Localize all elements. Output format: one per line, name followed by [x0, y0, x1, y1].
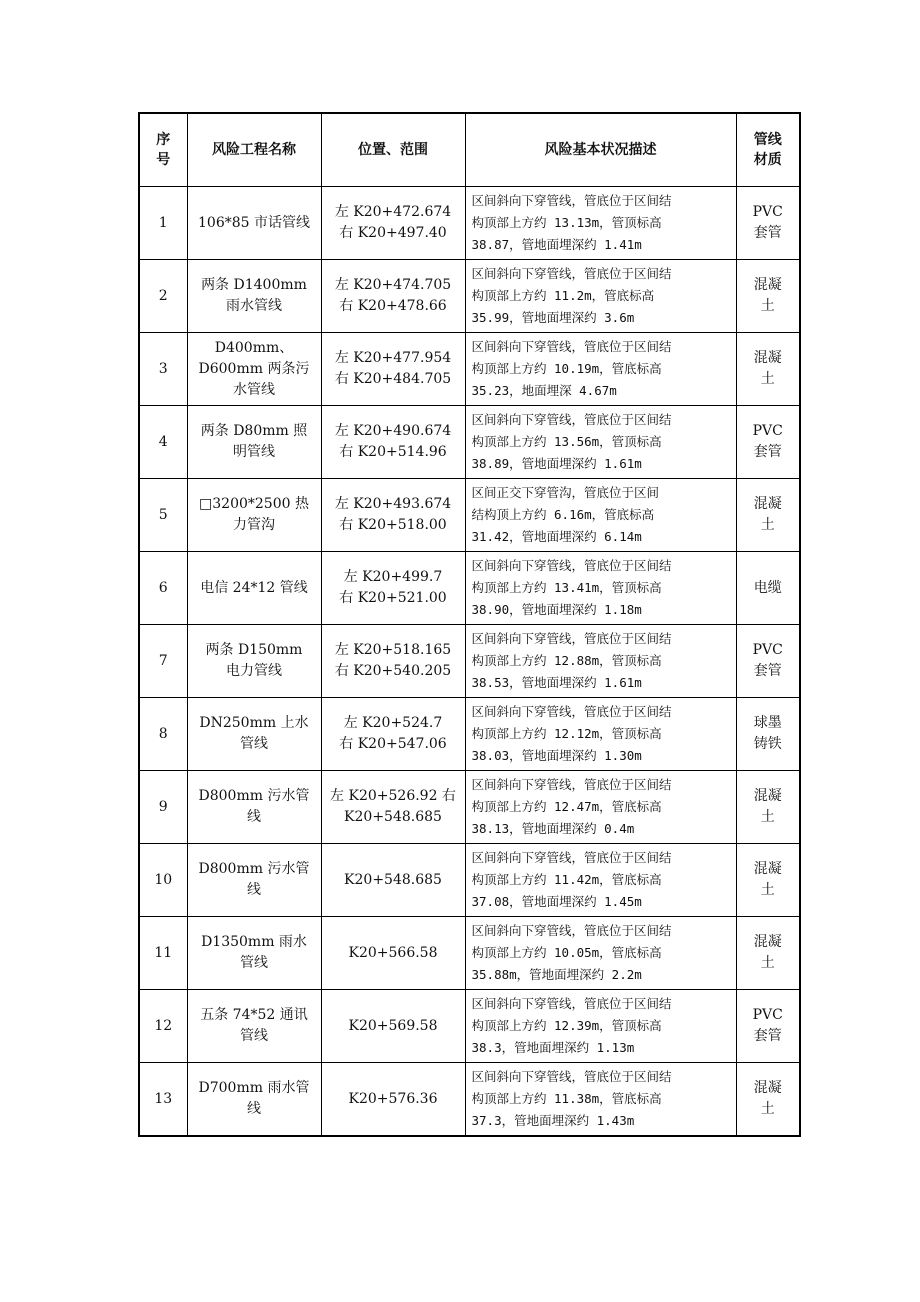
- cell-description-line: 构顶部上方约 11.2m，管底标高: [471, 288, 655, 303]
- table-row: [139, 333, 800, 406]
- cell-name-line: D700mm 雨水管: [198, 1080, 310, 1096]
- cell-material-line: 混凝: [753, 861, 782, 877]
- cell-location-line: K20+548.685: [344, 871, 442, 888]
- cell-location-line: 左 K20+493.674: [334, 496, 452, 512]
- cell-description: [465, 479, 736, 552]
- table-row: [139, 990, 800, 1063]
- cell-description-line: 构顶部上方约 12.88m，管顶标高: [471, 653, 662, 668]
- cell-location-line: 右 K20+547.06: [339, 736, 447, 752]
- table-row: [139, 917, 800, 990]
- cell-description: [465, 698, 736, 771]
- cell-description: [465, 771, 736, 844]
- cell-name-line: 电力管线: [226, 663, 282, 679]
- cell-location: [321, 333, 465, 406]
- cell-location-line: 右 K20+484.705: [334, 371, 452, 387]
- cell-material-line: 土: [760, 298, 775, 314]
- cell-material: [736, 625, 800, 698]
- cell-name: [187, 625, 321, 698]
- header-name: 风险工程名称: [187, 113, 321, 187]
- cell-location: [321, 406, 465, 479]
- cell-location-line: 左 K20+477.954: [334, 350, 452, 366]
- cell-material-line: 电缆: [753, 579, 782, 596]
- cell-description-line: 区间斜向下穿管线，管底位于区间结: [471, 777, 672, 792]
- cell-name-line: 管线: [240, 736, 268, 752]
- table-row: [139, 1063, 800, 1137]
- cell-location-line: 左 K20+474.705: [334, 277, 452, 293]
- cell-description-line: 38.90，管地面埋深约 1.18m: [471, 602, 642, 617]
- cell-material-line: 混凝: [753, 277, 782, 293]
- cell-description-line: 构顶部上方约 10.05m，管底标高: [471, 945, 662, 960]
- cell-description-line: 区间斜向下穿管线，管底位于区间结: [471, 850, 672, 865]
- cell-name-line: 106*85 市话管线: [198, 214, 310, 231]
- cell-index: 7: [139, 625, 187, 698]
- header-index-line: 序: [156, 132, 171, 148]
- cell-description-line: 38.03，管地面埋深约 1.30m: [471, 748, 642, 763]
- cell-description: [465, 917, 736, 990]
- cell-description-line: 构顶部上方约 12.12m，管顶标高: [471, 726, 662, 741]
- cell-description-line: 38.89，管地面埋深约 1.61m: [471, 456, 642, 471]
- cell-material-line: 混凝: [753, 496, 782, 512]
- cell-name: [187, 187, 321, 260]
- cell-index: 3: [139, 333, 187, 406]
- header-material-line: 材质: [753, 152, 782, 168]
- cell-material: [736, 406, 800, 479]
- table-body: [139, 187, 800, 1137]
- cell-description-line: 35.99，管地面埋深约 3.6m: [471, 310, 635, 325]
- table-header-row: [139, 113, 800, 187]
- cell-name-line: 线: [247, 882, 261, 898]
- cell-material: [736, 844, 800, 917]
- cell-description: [465, 406, 736, 479]
- cell-location-line: K20+576.36: [348, 1090, 438, 1107]
- cell-location-line: 右 K20+514.96: [339, 444, 447, 460]
- cell-description: [465, 260, 736, 333]
- cell-index: 5: [139, 479, 187, 552]
- cell-location-line: 右 K20+497.40: [339, 225, 447, 241]
- cell-material: [736, 333, 800, 406]
- cell-name-line: D1350mm 雨水: [201, 934, 307, 950]
- cell-location-line: 右 K20+518.00: [339, 517, 447, 533]
- table-row: [139, 260, 800, 333]
- cell-material-line: 混凝: [753, 350, 782, 366]
- cell-description: [465, 333, 736, 406]
- cell-material: [736, 698, 800, 771]
- cell-description: [465, 187, 736, 260]
- cell-location-line: 左 K20+490.674: [334, 423, 452, 439]
- cell-name-line: DN250mm 上水: [199, 715, 309, 731]
- cell-index: 11: [139, 917, 187, 990]
- cell-description: [465, 1063, 736, 1137]
- cell-location: [321, 552, 465, 625]
- cell-material-line: 套管: [753, 444, 782, 460]
- cell-name-line: D400mm、: [214, 339, 294, 356]
- cell-name-line: 明管线: [233, 444, 275, 460]
- cell-location: [321, 698, 465, 771]
- cell-description: [465, 625, 736, 698]
- cell-name: [187, 552, 321, 625]
- cell-description-line: 构顶部上方约 13.13m，管顶标高: [471, 215, 662, 230]
- cell-description-line: 区间斜向下穿管线，管底位于区间结: [471, 923, 672, 938]
- cell-name-line: D600mm 两条污: [198, 360, 310, 377]
- cell-description-line: 38.53，管地面埋深约 1.61m: [471, 675, 642, 690]
- cell-description-line: 构顶部上方约 12.39m，管顶标高: [471, 1018, 662, 1033]
- cell-material-line: 铸铁: [753, 736, 782, 752]
- cell-location: [321, 990, 465, 1063]
- cell-name-line: 线: [247, 1101, 261, 1117]
- cell-name: [187, 260, 321, 333]
- cell-description-line: 35.88m，管地面埋深约 2.2m: [471, 967, 642, 982]
- cell-location-line: K20+566.58: [348, 944, 438, 961]
- cell-material: [736, 552, 800, 625]
- cell-location-line: 左 K20+524.7: [343, 715, 443, 731]
- cell-description-line: 38.87，管地面埋深约 1.41m: [471, 237, 642, 252]
- cell-index: 13: [139, 1063, 187, 1137]
- header-material-line: 管线: [753, 132, 782, 148]
- cell-material-line: 套管: [753, 663, 782, 679]
- cell-description-line: 区间斜向下穿管线，管底位于区间结: [471, 558, 672, 573]
- cell-material-line: 套管: [753, 1028, 782, 1044]
- cell-description-line: 区间斜向下穿管线，管底位于区间结: [471, 996, 672, 1011]
- cell-description-line: 区间斜向下穿管线，管底位于区间结: [471, 1069, 672, 1084]
- cell-material-line: 土: [760, 809, 775, 825]
- cell-description: [465, 552, 736, 625]
- cell-location-line: 右 K20+540.205: [334, 663, 452, 679]
- cell-location: [321, 771, 465, 844]
- table-row: [139, 406, 800, 479]
- cell-description-line: 37.3，管地面埋深约 1.43m: [471, 1113, 635, 1128]
- cell-description-line: 区间斜向下穿管线，管底位于区间结: [471, 631, 672, 646]
- cell-index: 4: [139, 406, 187, 479]
- cell-location-line: K20+569.58: [348, 1017, 438, 1034]
- cell-location: [321, 917, 465, 990]
- cell-material: [736, 260, 800, 333]
- cell-name-line: 五条 74*52 通讯: [200, 1007, 308, 1023]
- cell-description-line: 区间斜向下穿管线，管底位于区间结: [471, 704, 672, 719]
- cell-name: [187, 333, 321, 406]
- cell-name-line: 力管沟: [233, 517, 275, 533]
- cell-location-line: 右 K20+521.00: [339, 590, 447, 606]
- cell-material-line: 土: [760, 882, 775, 898]
- header-material: [736, 113, 800, 187]
- table-row: [139, 844, 800, 917]
- cell-name-line: 管线: [240, 1028, 268, 1044]
- cell-description-line: 构顶部上方约 11.38m，管底标高: [471, 1091, 662, 1106]
- cell-material-line: PVC: [752, 204, 783, 220]
- cell-material: [736, 187, 800, 260]
- cell-name: [187, 771, 321, 844]
- cell-name-line: 电信 24*12 管线: [200, 579, 308, 596]
- cell-location-line: K20+548.685: [344, 809, 442, 825]
- header-index-line: 号: [156, 152, 171, 168]
- cell-index: 1: [139, 187, 187, 260]
- cell-name-line: □3200*2500 热: [199, 496, 309, 512]
- cell-name-line: 两条 D150mm: [205, 642, 303, 658]
- cell-description-line: 构顶部上方约 13.41m，管顶标高: [471, 580, 662, 595]
- cell-description-line: 构顶部上方约 12.47m，管底标高: [471, 799, 662, 814]
- table-row: [139, 552, 800, 625]
- cell-material-line: PVC: [752, 642, 783, 658]
- cell-description: [465, 844, 736, 917]
- cell-name-line: 线: [247, 809, 261, 825]
- cell-material: [736, 479, 800, 552]
- cell-material-line: PVC: [752, 423, 783, 439]
- cell-name: [187, 698, 321, 771]
- cell-material-line: 土: [760, 371, 775, 387]
- cell-description-line: 构顶部上方约 10.19m，管底标高: [471, 361, 662, 376]
- cell-description-line: 区间斜向下穿管线，管底位于区间结: [471, 193, 672, 208]
- cell-name-line: D800mm 污水管: [198, 861, 310, 877]
- cell-description-line: 区间正交下穿管沟，管底位于区间: [471, 485, 660, 500]
- cell-location-line: 左 K20+526.92 右: [330, 788, 456, 804]
- cell-location: [321, 260, 465, 333]
- cell-material-line: 混凝: [753, 788, 782, 804]
- cell-name-line: D800mm 污水管: [198, 788, 310, 804]
- cell-description-line: 38.13，管地面埋深约 0.4m: [471, 821, 635, 836]
- cell-description-line: 结构顶上方约 6.16m，管底标高: [471, 507, 655, 522]
- header-description: 风险基本状况描述: [465, 113, 736, 187]
- cell-description-line: 31.42，管地面埋深约 6.14m: [471, 529, 642, 544]
- cell-index: 10: [139, 844, 187, 917]
- cell-location: [321, 625, 465, 698]
- cell-material-line: 球墨: [753, 715, 782, 731]
- risk-table: [138, 112, 801, 1137]
- cell-material: [736, 771, 800, 844]
- cell-location: [321, 844, 465, 917]
- cell-index: 2: [139, 260, 187, 333]
- cell-name: [187, 844, 321, 917]
- cell-material-line: 土: [760, 517, 775, 533]
- cell-location-line: 左 K20+499.7: [343, 569, 443, 585]
- cell-name: [187, 1063, 321, 1137]
- cell-index: 12: [139, 990, 187, 1063]
- table-row: [139, 625, 800, 698]
- cell-material: [736, 917, 800, 990]
- cell-location-line: 左 K20+518.165: [334, 642, 452, 658]
- cell-name-line: 雨水管线: [226, 298, 282, 314]
- table-row: [139, 698, 800, 771]
- table-row: [139, 187, 800, 260]
- cell-name-line: 水管线: [233, 381, 275, 398]
- table-row: [139, 771, 800, 844]
- header-location: 位置、范围: [321, 113, 465, 187]
- header-index: [139, 113, 187, 187]
- cell-description-line: 构顶部上方约 11.42m，管底标高: [471, 872, 662, 887]
- cell-location: [321, 187, 465, 260]
- cell-material-line: 土: [760, 1101, 775, 1117]
- cell-location-line: 右 K20+478.66: [339, 298, 447, 314]
- cell-material-line: PVC: [752, 1007, 783, 1023]
- cell-description-line: 区间斜向下穿管线，管底位于区间结: [471, 339, 672, 354]
- table-row: [139, 479, 800, 552]
- cell-description-line: 区间斜向下穿管线，管底位于区间结: [471, 266, 672, 281]
- cell-name: [187, 917, 321, 990]
- cell-material: [736, 1063, 800, 1137]
- cell-name-line: 两条 D80mm 照: [200, 423, 308, 439]
- cell-description-line: 构顶部上方约 13.56m，管顶标高: [471, 434, 662, 449]
- cell-material: [736, 990, 800, 1063]
- cell-material-line: 套管: [753, 225, 782, 241]
- cell-index: 6: [139, 552, 187, 625]
- cell-material-line: 混凝: [753, 1080, 782, 1096]
- cell-index: 8: [139, 698, 187, 771]
- cell-location: [321, 1063, 465, 1137]
- cell-description-line: 区间斜向下穿管线，管底位于区间结: [471, 412, 672, 427]
- cell-index: 9: [139, 771, 187, 844]
- cell-description-line: 38.3，管地面埋深约 1.13m: [471, 1040, 635, 1055]
- cell-name-line: 两条 D1400mm: [201, 277, 307, 293]
- cell-description-line: 35.23，地面埋深 4.67m: [471, 383, 617, 398]
- cell-name: [187, 990, 321, 1063]
- cell-location: [321, 479, 465, 552]
- cell-location-line: 左 K20+472.674: [334, 204, 452, 220]
- cell-material-line: 混凝: [753, 934, 782, 950]
- cell-description-line: 37.08，管地面埋深约 1.45m: [471, 894, 642, 909]
- cell-name: [187, 406, 321, 479]
- cell-material-line: 土: [760, 955, 775, 971]
- cell-name: [187, 479, 321, 552]
- cell-name-line: 管线: [240, 955, 268, 971]
- cell-description: [465, 990, 736, 1063]
